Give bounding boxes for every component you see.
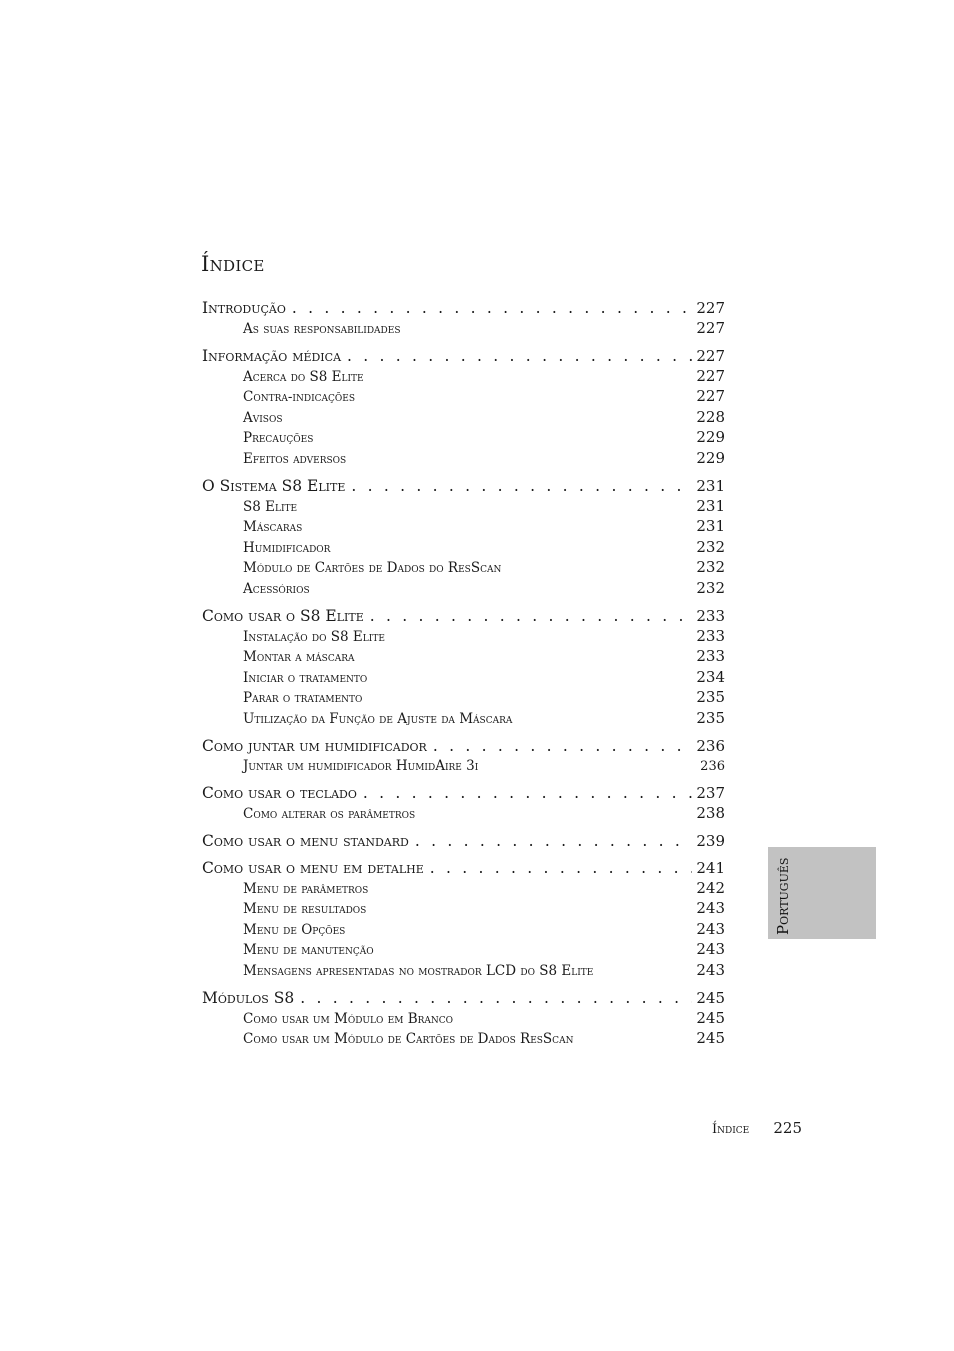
toc-subentry bbox=[202, 687, 725, 708]
toc-section bbox=[202, 831, 725, 851]
toc-subentry-page: 243 bbox=[696, 919, 725, 938]
toc-entry-title: Como usar o menu em detalhe bbox=[202, 858, 424, 877]
toc-entry-page: 233 bbox=[696, 606, 725, 625]
dot-leader bbox=[292, 298, 693, 318]
toc-subentry bbox=[202, 537, 725, 558]
toc-subentry-page: 227 bbox=[696, 319, 725, 337]
toc-subentry-page: 227 bbox=[696, 387, 725, 406]
toc-section bbox=[202, 988, 725, 1049]
toc-entry-title: O Sistema S8 Elite bbox=[202, 476, 346, 495]
toc-subentry-title: Humidificador bbox=[243, 539, 331, 556]
toc-subentry-page: 235 bbox=[696, 708, 725, 727]
language-tab bbox=[768, 847, 876, 939]
toc-subentry bbox=[202, 803, 725, 824]
toc-entry bbox=[202, 736, 725, 756]
page-footer bbox=[712, 1119, 802, 1137]
toc-section bbox=[202, 606, 725, 729]
toc-entry bbox=[202, 346, 725, 366]
toc-subentry-title: S8 Elite bbox=[243, 498, 298, 515]
toc-subentry-title: As suas responsabilidades bbox=[243, 321, 401, 337]
toc-subentry-page: 238 bbox=[696, 804, 725, 823]
toc-subentry bbox=[202, 386, 725, 407]
toc-subentry-page: 228 bbox=[696, 407, 725, 426]
toc-subentry-title: Avisos bbox=[243, 409, 283, 426]
toc-subentry-title: Contra-indicações bbox=[243, 389, 356, 406]
toc-entry bbox=[202, 606, 725, 626]
toc-subentry-title: Juntar um humidificador HumidAire 3i bbox=[243, 757, 479, 774]
toc-subentry-title: Efeitos adversos bbox=[243, 450, 347, 467]
toc-subentry-page: 245 bbox=[696, 1008, 725, 1027]
toc-subentry-page: 232 bbox=[696, 537, 725, 556]
toc-entry bbox=[202, 858, 725, 878]
dot-leader bbox=[433, 736, 693, 756]
toc-subentry-title: Máscaras bbox=[243, 519, 303, 536]
toc-subentry-page: 232 bbox=[696, 558, 725, 577]
toc-entry bbox=[202, 831, 725, 851]
toc-subentry-page: 229 bbox=[696, 428, 725, 447]
toc-subentry-page: 243 bbox=[696, 940, 725, 959]
toc-subentry-title: Parar o tratamento bbox=[243, 690, 363, 707]
footer-label: Índice bbox=[712, 1122, 750, 1137]
toc-entry bbox=[202, 988, 725, 1008]
toc-subentry bbox=[202, 516, 725, 537]
toc-subentry-page: 234 bbox=[696, 667, 725, 686]
dot-leader bbox=[351, 476, 692, 496]
toc-section bbox=[202, 346, 725, 469]
toc-subentry bbox=[202, 646, 725, 667]
toc-subentry-title: Menu de parâmetros bbox=[243, 880, 369, 897]
toc-entry-title: Como usar o teclado bbox=[202, 784, 357, 803]
toc-entry-page: 241 bbox=[696, 858, 725, 877]
toc-subentry-title: Menu de manutenção bbox=[243, 942, 374, 959]
toc-subentry bbox=[202, 496, 725, 517]
toc-subentry-page: 232 bbox=[696, 578, 725, 597]
toc-subentry-page: 233 bbox=[696, 626, 725, 645]
toc-subentry-page: 229 bbox=[696, 448, 725, 467]
toc-subentry-title: Como usar um Módulo de Cartões de Dados ResScan bbox=[243, 1031, 574, 1048]
toc-entry-title: Informação médica bbox=[202, 346, 342, 365]
toc-entry-page: 237 bbox=[696, 784, 725, 803]
toc-subentry bbox=[202, 960, 725, 981]
table-of-contents bbox=[202, 298, 725, 1056]
toc-subentry-title: Acessórios bbox=[243, 580, 310, 597]
toc-subentry-title: Utilização da Função de Ajuste da Máscara bbox=[243, 710, 513, 727]
toc-entry-title: Como usar o menu standard bbox=[202, 831, 409, 850]
toc-entry-title: Módulos S8 bbox=[202, 988, 295, 1007]
toc-entry bbox=[202, 783, 725, 803]
toc-subentry-page: 233 bbox=[696, 647, 725, 666]
toc-subentry-title: Montar a máscara bbox=[243, 649, 355, 666]
toc-subentry bbox=[202, 366, 725, 387]
toc-subentry-page: 227 bbox=[696, 366, 725, 385]
toc-subentry bbox=[202, 919, 725, 940]
toc-entry-page: 227 bbox=[696, 346, 725, 365]
toc-subentry-title: Precauções bbox=[243, 430, 314, 447]
toc-subentry bbox=[202, 1008, 725, 1029]
toc-section bbox=[202, 858, 725, 981]
toc-subentry bbox=[202, 898, 725, 919]
toc-subentry bbox=[202, 756, 725, 777]
toc-subentry bbox=[202, 667, 725, 688]
toc-subentry-title: Como alterar os parâmetros bbox=[243, 806, 416, 823]
toc-subentry-page: 242 bbox=[696, 878, 725, 897]
language-tab-label: Português bbox=[774, 857, 792, 935]
toc-section bbox=[202, 736, 725, 777]
toc-subentry bbox=[202, 318, 725, 339]
toc-entry-title: Como juntar um humidificador bbox=[202, 736, 427, 755]
toc-subentry-page: 245 bbox=[696, 1029, 725, 1048]
toc-subentry-title: Menu de Opções bbox=[243, 921, 346, 938]
toc-entry-page: 236 bbox=[696, 736, 725, 755]
toc-subentry-title: Como usar um Módulo em Branco bbox=[243, 1010, 454, 1027]
toc-entry-title: Como usar o S8 Elite bbox=[202, 606, 364, 625]
toc-subentry bbox=[202, 878, 725, 899]
toc-subentry bbox=[202, 1028, 725, 1049]
toc-subentry bbox=[202, 427, 725, 448]
toc-entry bbox=[202, 298, 725, 318]
toc-subentry-title: Acerca do S8 Elite bbox=[243, 368, 364, 385]
dot-leader bbox=[347, 346, 692, 366]
toc-section bbox=[202, 476, 725, 599]
page-number: 225 bbox=[773, 1119, 802, 1137]
toc-subentry-title: Menu de resultados bbox=[243, 901, 367, 918]
dot-leader bbox=[415, 831, 693, 851]
toc-subentry bbox=[202, 939, 725, 960]
toc-entry-title: Introdução bbox=[202, 299, 286, 317]
toc-subentry-title: Mensagens apresentadas no mostrador LCD do S8 Elite bbox=[243, 963, 594, 980]
toc-subentry-page: 236 bbox=[700, 758, 725, 774]
dot-leader bbox=[300, 988, 692, 1008]
toc-subentry-title: Iniciar o tratamento bbox=[243, 669, 368, 686]
toc-subentry-title: Módulo de Cartões de Dados do ResScan bbox=[243, 560, 502, 577]
toc-subentry bbox=[202, 407, 725, 428]
toc-entry-page: 239 bbox=[696, 831, 725, 850]
toc-subentry bbox=[202, 626, 725, 647]
toc-section bbox=[202, 783, 725, 824]
toc-entry bbox=[202, 476, 725, 496]
toc-subentry-page: 243 bbox=[696, 961, 725, 980]
dot-leader bbox=[370, 606, 693, 626]
toc-entry-page: 231 bbox=[696, 476, 725, 495]
toc-subentry-title: Instalação do S8 Elite bbox=[243, 628, 385, 645]
toc-subentry bbox=[202, 708, 725, 729]
toc-subentry-page: 231 bbox=[696, 517, 725, 536]
toc-entry-page: 227 bbox=[696, 299, 725, 317]
toc-section bbox=[202, 298, 725, 339]
toc-subentry-page: 231 bbox=[696, 496, 725, 515]
toc-subentry-page: 235 bbox=[696, 688, 725, 707]
dot-leader bbox=[430, 858, 693, 878]
toc-entry-page: 245 bbox=[696, 988, 725, 1007]
dot-leader bbox=[363, 783, 693, 803]
toc-subentry bbox=[202, 578, 725, 599]
toc-subentry bbox=[202, 557, 725, 578]
page-title: Índice bbox=[201, 252, 265, 276]
toc-subentry-page: 243 bbox=[696, 899, 725, 918]
toc-subentry bbox=[202, 448, 725, 469]
